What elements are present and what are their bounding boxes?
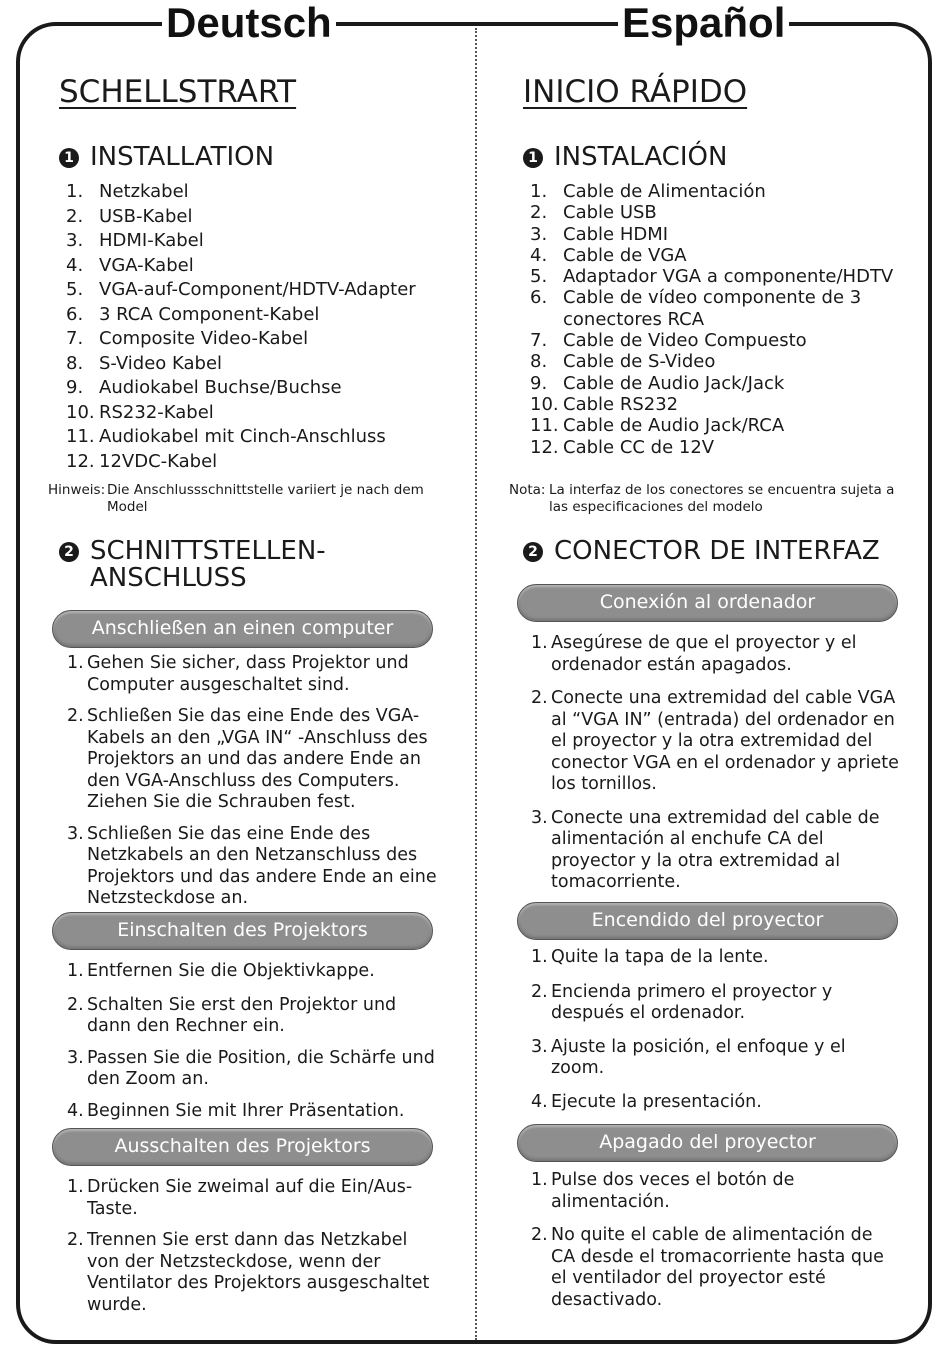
subsection-header-connect: Anschließen an einen computer	[52, 610, 433, 648]
subsection-header-connect: Conexión al ordenador	[517, 584, 898, 622]
list-item: 4. Cable de VGA	[530, 244, 687, 266]
list-item: 9. Audiokabel Buchse/Buchse	[66, 377, 342, 398]
note	[509, 482, 909, 516]
note	[48, 482, 428, 516]
section-title: SCHNITTSTELLEN-ANSCHLUSS	[90, 536, 326, 593]
step-item: 1. Asegúrese de que el proyector y el ordenador están apagados.	[531, 633, 857, 675]
note-text: La interfaz de los conectores se encuentra sujeta a las especificaciones del modelo	[549, 482, 895, 515]
step-item: 1. Drücken Sie zweimal auf die Ein/Aus-Taste.	[67, 1177, 413, 1219]
subsection-header-power-off: Ausschalten des Projektors	[52, 1128, 433, 1166]
list-item: 11. Audiokabel mit Cinch-Anschluss	[66, 426, 386, 447]
section-number-badge: 2	[59, 542, 79, 562]
step-item: 2. Conecte una extremidad del cable VGA al “VGA IN” (entrada) del ordenador en el proyector y la otra extremidad del conector VGA en el ordenador y apriete los tornillos.	[531, 688, 899, 794]
list-item: 12. Cable CC de 12V	[530, 436, 715, 458]
cable-list	[66, 180, 416, 474]
step-item: 1. Pulse dos veces el botón de alimentación.	[531, 1170, 795, 1212]
list-item: 1. Cable de Alimentación	[530, 181, 766, 202]
language-heading-spanish: Español	[618, 0, 789, 46]
list-item: 6. Cable de vídeo componente de 3 conectores RCA	[530, 287, 862, 330]
section-interface	[59, 538, 359, 592]
step-item: 3. Conecte una extremidad del cable de alimentación al enchufe CA del proyector y la otra extremidad al tomacorriente.	[531, 807, 880, 892]
list-item: 1. Netzkabel	[66, 181, 189, 202]
step-item: 4. Beginnen Sie mit Ihrer Präsentation.	[67, 1100, 405, 1121]
section-title: CONECTOR DE INTERFAZ	[554, 536, 880, 566]
step-item: 2. Schließen Sie das eine Ende des VGA-Kabels an den „VGA IN“ -Anschluss des Projektors an und das andere Ende an den VGA-Anschluss des Computers. Ziehen Sie die Schrauben fest.	[67, 706, 428, 812]
connect-steps	[67, 653, 437, 910]
note-text: Die Anschlussschnittstelle variiert je nach dem Model	[107, 482, 424, 515]
list-item: 3. HDMI-Kabel	[66, 230, 204, 251]
subsection-header-power-on: Einschalten des Projektors	[52, 912, 433, 950]
section-interface	[523, 538, 880, 565]
step-item: 1. Quite la tapa de la lente.	[531, 947, 769, 967]
connect-steps	[531, 633, 901, 894]
list-item: 5. Adaptador VGA a componente/HDTV	[530, 266, 894, 288]
power-on-steps	[531, 947, 901, 1113]
section-installation	[59, 144, 274, 171]
step-item: 1. Gehen Sie sicher, dass Projektor und Computer ausgeschaltet sind.	[67, 653, 409, 695]
subsection-header-power-off: Apagado del proyector	[517, 1124, 898, 1162]
note-label: Nota:	[509, 482, 546, 498]
column-divider	[475, 28, 477, 1340]
power-off-steps	[67, 1177, 437, 1316]
step-item: 2. Encienda primero el proyector y después el ordenador.	[531, 981, 833, 1023]
list-item: 10. RS232-Kabel	[66, 401, 214, 423]
list-item: 9. Cable de Audio Jack/Jack	[530, 372, 785, 394]
page-title: SCHELLSTRART	[59, 74, 297, 110]
page-title: INICIO RÁPIDO	[523, 74, 748, 110]
step-item: 3. Schließen Sie das eine Ende des Netzkabels an den Netzanschluss des Projektors und das andere Ende an eine Netzsteckdose an.	[67, 823, 437, 908]
step-item: 2. Trennen Sie erst dann das Netzkabel von der Netzsteckdose, wenn der Ventilator des Projektors ausgeschaltet wurde.	[67, 1230, 430, 1315]
list-item: 3. Cable HDMI	[530, 223, 669, 245]
section-number-badge: 1	[523, 148, 543, 168]
step-item: 1. Entfernen Sie die Objektivkappe.	[67, 961, 375, 981]
step-item: 3. Passen Sie die Position, die Schärfe und den Zoom an.	[67, 1047, 435, 1089]
list-item: 10. Cable RS232	[530, 393, 679, 415]
section-title: INSTALACIÓN	[554, 142, 728, 172]
section-number-badge: 2	[523, 542, 543, 562]
list-item: 2. Cable USB	[530, 202, 657, 224]
list-item: 6. 3 RCA Component-Kabel	[66, 303, 320, 325]
note-label: Hinweis:	[48, 482, 106, 498]
step-item: 2. No quite el cable de alimentación de CA desde el tromacorriente hasta que el ventilador del proyector esté desactivado.	[531, 1225, 884, 1310]
language-heading-german: Deutsch	[162, 0, 336, 46]
list-item: 7. Composite Video-Kabel	[66, 328, 309, 349]
step-item: 4. Ejecute la presentación.	[531, 1091, 762, 1112]
section-number-badge: 1	[59, 148, 79, 168]
list-item: 5. VGA-auf-Component/HDTV-Adapter	[66, 279, 416, 300]
list-item: 8. S-Video Kabel	[66, 352, 223, 374]
step-item: 3. Ajuste la posición, el enfoque y el zoom.	[531, 1036, 846, 1078]
cable-list	[530, 181, 893, 458]
list-item: 4. VGA-Kabel	[66, 254, 194, 276]
subsection-header-power-on: Encendido del proyector	[517, 902, 898, 940]
list-item: 2. USB-Kabel	[66, 205, 193, 227]
list-item: 11. Cable de Audio Jack/RCA	[530, 415, 785, 437]
list-item: 7. Cable de Video Compuesto	[530, 330, 807, 352]
power-on-steps	[67, 961, 437, 1122]
power-off-steps	[531, 1170, 901, 1311]
list-item: 12. 12VDC-Kabel	[66, 450, 218, 472]
step-item: 2. Schalten Sie erst den Projektor und dann den Rechner ein.	[67, 994, 397, 1036]
section-title: INSTALLATION	[90, 142, 275, 172]
list-item: 8. Cable de S-Video	[530, 351, 716, 373]
section-installation	[523, 144, 727, 171]
